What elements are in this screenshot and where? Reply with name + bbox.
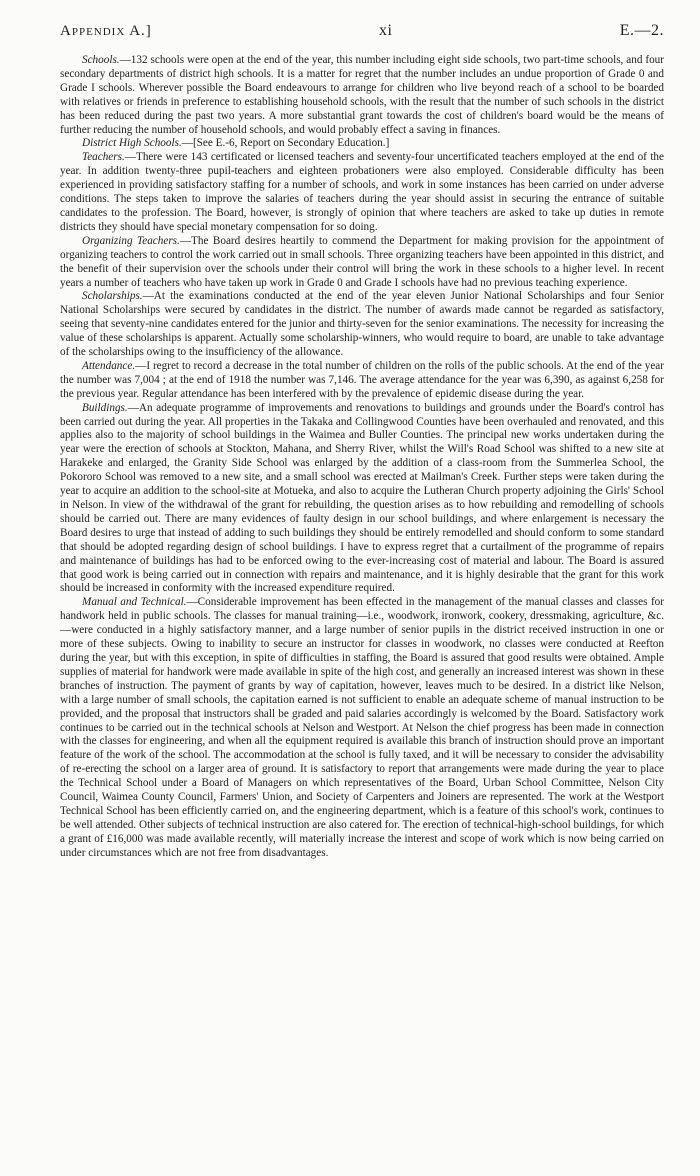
paragraph-text: —132 schools were open at the end of the year, this number including eight side schools, two part-time schools, and four secondary departments of district high schools. It is a matter for regret that the number includes an undue proportion of Grade 0 and Grade I schools. Wherever possible the Board endeavours to arrange for children who live beyond reach of a school to be boarded with relatives or friends in preference to establishing household schools, with the result that the number of such schools in the district has been reduced during the past two years. A more substantial grant towards the cost of children's board would be the means of further reducing the number of household schools, and would probably effect a saving in finances. [60, 54, 664, 136]
paragraph-text: —I regret to record a decrease in the total number of children on the rolls of the public schools. At the end of the year the number was 7,004 ; at the end of 1918 the number was 7,146. The average attendance for the year was 6,390, as against 6,258 for the previous year. Regular attendance has been interfered with by the prevalence of epidemic disease during the year. [60, 359, 664, 400]
page-number: xi [379, 22, 393, 39]
paragraph-text: —At the examinations conducted at the end of the year eleven Junior National Scholarships and four Senior National Scholarships were secured by candidates in the district. The number of awards made cannot be regarded as satisfactory, seeing that seventy-nine candidates entered for the junior and thirty-seven for the senior examinations. The necessity for increasing the value of these scholarships is apparent. Actually some scholarship-winners, who would require to board, are unable to take advantage of the scholarships owing to the insufficiency of the allowance. [60, 290, 664, 359]
report-body [60, 54, 664, 861]
paragraph-text: —Considerable improvement has been effected in the management of the manual classes and classes for handwork held in public schools. The classes for manual training—i.e., woodwork, ironwork, cookery, dressmaking, agriculture, &c.—were conducted in a highly satisfactory manner, and a large number of senior pupils in the district received instruction in one or more of these subjects. Owing to inability to secure an instructor for classes in woodwork, no classes were conducted at Reefton during the year, but with this exception, in spite of difficulties in staffing, the Board is assured that good results were obtained. Ample supplies of material for handwork were made available in spite of the high cost, and generally an increased interest was shown in these branches of instruction. The payment of grants by way of capitation, however, leaves much to be desired. In a district like Nelson, with a large number of small schools, the capitation earned is not sufficient to enable an adequate scheme of manual instruction to be provided, and the proposal that instructors shall be graded and paid salaries accordingly is welcomed by the Board. Satisfactory work continues to be carried out in the technical schools at Nelson and Westport. At Nelson the chief progress has been made in connection with the classes for engineering, and when all the equipment required is available this branch of instruction should prove an important feature of the work of the school. The accommodation at the school is fully taxed, and it will be necessary to consider the advisability of re-erecting the school on a larger area of ground. It is satisfactory to report that arrangements were made during the year to place the Technical School under a Board of Managers on which representatives of the Board, Urban School Committee, Nelson City Council, Waimea County Council, Farmers' Union, and Society of Carpenters and Joiners are represented. The work at the Westport Technical School has been efficiently carried on, and the engineering department, which is a feature of this school's work, continues to be well attended. Other subjects of technical instruction are also catered for. The erection of technical-high-school buildings, for which a grant of £16,000 was made available recently, will materially increase the interest and scope of work which is now being carried on under circumstances which are not free from disadvantages. [60, 596, 664, 859]
paragraph-heading: Manual and Technical. [82, 596, 187, 609]
paragraph-manual-and-technical [60, 596, 664, 860]
page-header [60, 22, 664, 40]
paragraph-attendance [60, 360, 664, 402]
paragraph-text: —The Board desires heartily to commend the Department for making provision for the appointment of organizing teachers to control the work carried out in small schools. Three organizing teachers have been appointed in this district, and the benefit of their supervision over the schools under their control will bring the work in these schools to a higher level. In recent years a number of teachers who have taken up work in Grade 0 and Grade I schools have had no previous teaching experience. [60, 234, 665, 289]
document-reference: E.—2. [619, 22, 664, 39]
paragraph-scholarships [60, 290, 664, 360]
paragraph-heading: Teachers. [82, 151, 125, 164]
paragraph-heading: District High Schools. [82, 137, 182, 150]
paragraph-heading: Schools. [82, 54, 120, 66]
paragraph-text: —[See E.-6, Report on Secondary Education.] [181, 137, 390, 150]
paragraph-organizing-teachers [60, 235, 664, 291]
paragraph-heading: Organizing Teachers. [82, 234, 180, 247]
paragraph-heading: Attendance. [82, 359, 136, 372]
paragraph-text: —There were 143 certificated or licensed teachers and seventy-four uncertificated teachers employed at the end of the year. In addition twenty-three pupil-teachers and eighteen probationers were also employed. Considerable difficulty has been experienced in providing satisfactory staffing for a number of schools, and work in some instances has been carried on under adverse conditions. The steps taken to improve the salaries of teachers during the year should assist in securing the entrance of suitable candidates to the profession. The Board, however, is strongly of opinion that where teachers are asked to take up duties in remote districts they should have special monetary compensation for so doing. [60, 151, 664, 233]
paragraph-buildings [60, 402, 664, 597]
paragraph-district-high-schools [60, 137, 664, 151]
appendix-label: Appendix A.] [60, 23, 152, 39]
paragraph-teachers [60, 151, 664, 234]
paragraph-heading: Scholarships. [82, 290, 143, 303]
paragraph-heading: Buildings. [82, 401, 128, 414]
paragraph-text: —An adequate programme of improvements and renovations to buildings and grounds under the Board's control has been carried out during the year. All properties in the Takaka and Collingwood Counties have been overhauled and renovated, and this applies also to the majority of school buildings in the Waimea and Buller Counties. The principal new works undertaken during the year were the erection of schools at Stockton, Mahana, and Sherry River, whilst the Will's Road School was shifted to a new site at Harakeke and enlarged, the Granity Side School was enlarged by the addition of a class-room from the Summerlea School, the Pokororo School was removed to a new site, and a small school was erected at Mailman's Creek. Further steps were taken during the year to acquire an addition to the school-site at Motueka, and also to acquire the Lutheran Church property adjoining the Girls' School in Nelson. In view of the withdrawal of the grant for rebuilding, the question arises as to how rebuilding and remodelling of schools should be carried out. There are many evidences of faulty design in our school buildings, and where enlargement is necessary the Board desires to urge that instead of adding to such buildings they should be entirely remodelled and should conform to some standard that should be adopted regarding design of school buildings. I have to express regret that a curtailment of the programme of repairs and maintenance of buildings has had to be enforced owing to the ever-increasing cost of material and labour. The Board is assured that good work is being carried out in connection with repairs and maintenance, and it is highly desirable that the grant for this work should be increased in conformity with the increased expenditure required. [60, 401, 664, 595]
paragraph-schools [60, 54, 664, 137]
